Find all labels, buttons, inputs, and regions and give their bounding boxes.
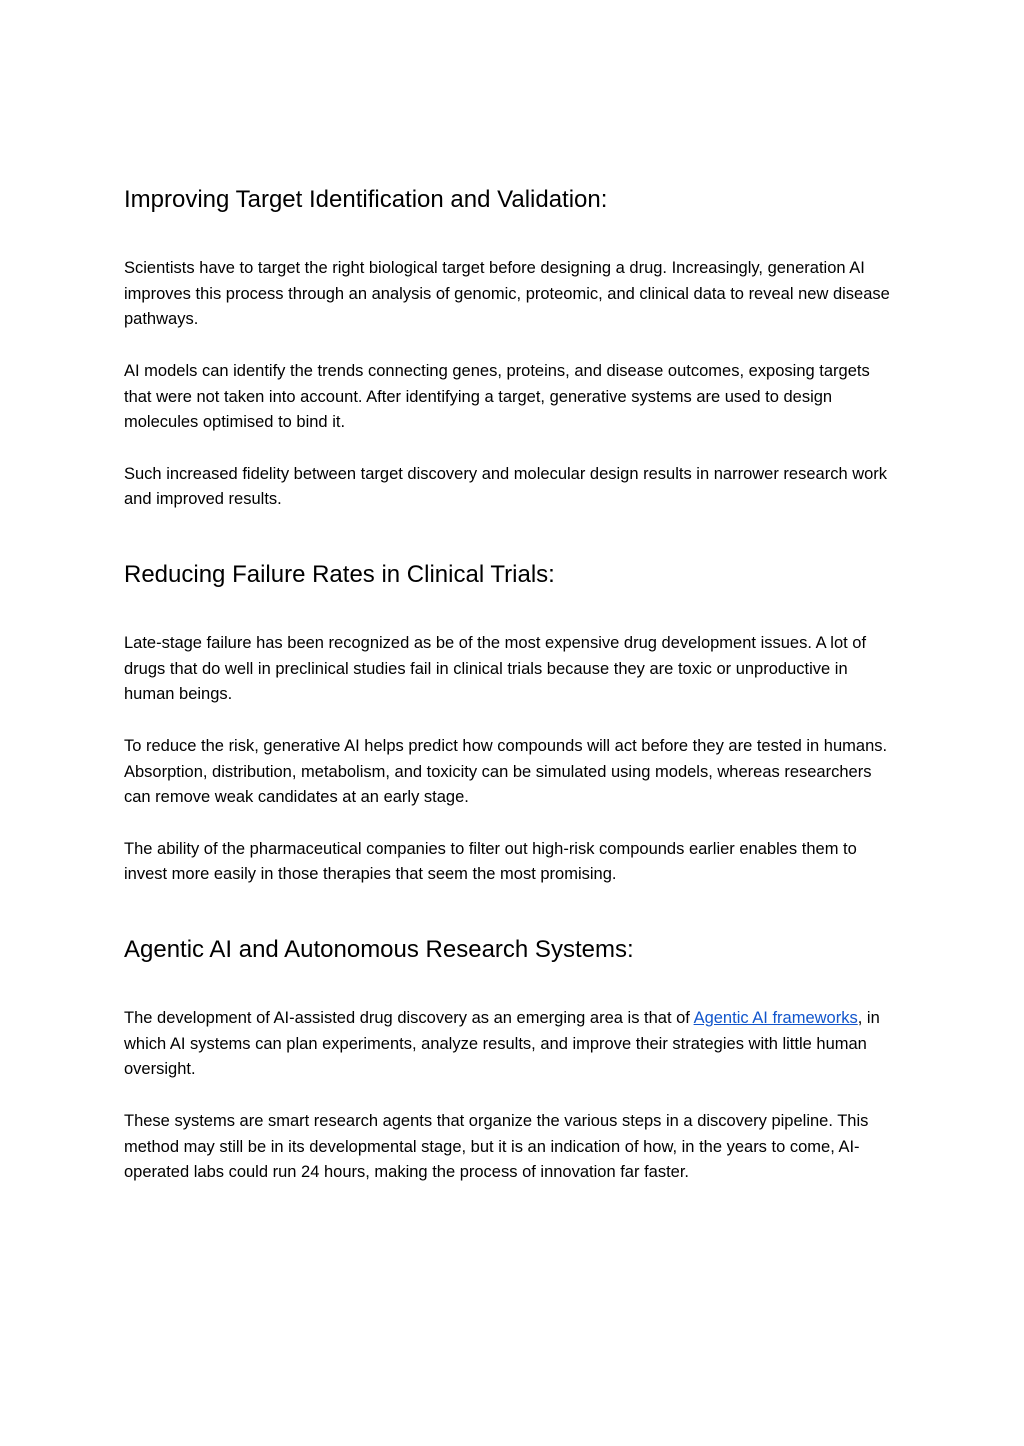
section-heading: Improving Target Identification and Validation: (124, 186, 608, 213)
section-reducing-failure-rates (124, 560, 900, 888)
section-heading: Reducing Failure Rates in Clinical Trials: (124, 561, 555, 588)
paragraph (124, 359, 900, 436)
section-heading: Agentic AI and Autonomous Research Systems: (124, 936, 634, 963)
paragraph (124, 631, 900, 708)
text-run: These systems are smart research agents that organize the various steps in a discovery pipeline. This method may still be in its developmental stage, but it is an indication of how, in the years to come, AI-operated labs could run 24 hours, making the process of innovation far faster. (124, 1111, 869, 1182)
text-run: , in which AI systems can plan experiments, analyze results, and improve their strategies with little human oversight. (124, 1009, 880, 1079)
text-run: AI models can identify the trends connecting genes, proteins, and disease outcomes, exposing targets that were not taken into account. After identifying a target, generative systems are used to design molecules optimised to bind it. (124, 361, 870, 432)
paragraph (124, 734, 900, 811)
text-run: The development of AI-assisted drug discovery as an emerging area is that of (124, 1009, 694, 1027)
text-run: The ability of the pharmaceutical companies to filter out high-risk compounds earlier enables them to invest more easily in those therapies that seem the most promising. (124, 839, 857, 884)
agentic-ai-frameworks-link[interactable]: Agentic AI frameworks (693, 1009, 858, 1027)
text-run: To reduce the risk, generative AI helps predict how compounds will act before they are tested in humans. Absorption, distribution, metabolism, and toxicity can be simulated using models, whereas researchers can remove weak candidates at an early stage. (124, 736, 888, 807)
paragraph (124, 256, 900, 333)
text-run: Scientists have to target the right biological target before designing a drug. Increasingly, generation AI improves this process through an analysis of genomic, proteomic, and clinical data to reveal new disease pathways. (124, 259, 890, 329)
paragraph (124, 1109, 900, 1186)
text-run: Late-stage failure has been recognized as be of the most expensive drug development issues. A lot of drugs that do well in preclinical studies fail in clinical trials because they are toxic or unproductive in human beings. (124, 634, 867, 704)
section-agentic-ai-systems (124, 935, 900, 1186)
document-content (124, 185, 900, 1186)
paragraph (124, 837, 900, 888)
text-run: Such increased fidelity between target discovery and molecular design results in narrower research work and improved results. (124, 464, 888, 509)
paragraph (124, 462, 900, 513)
paragraph (124, 1006, 900, 1083)
section-improving-target-identification (124, 185, 900, 513)
